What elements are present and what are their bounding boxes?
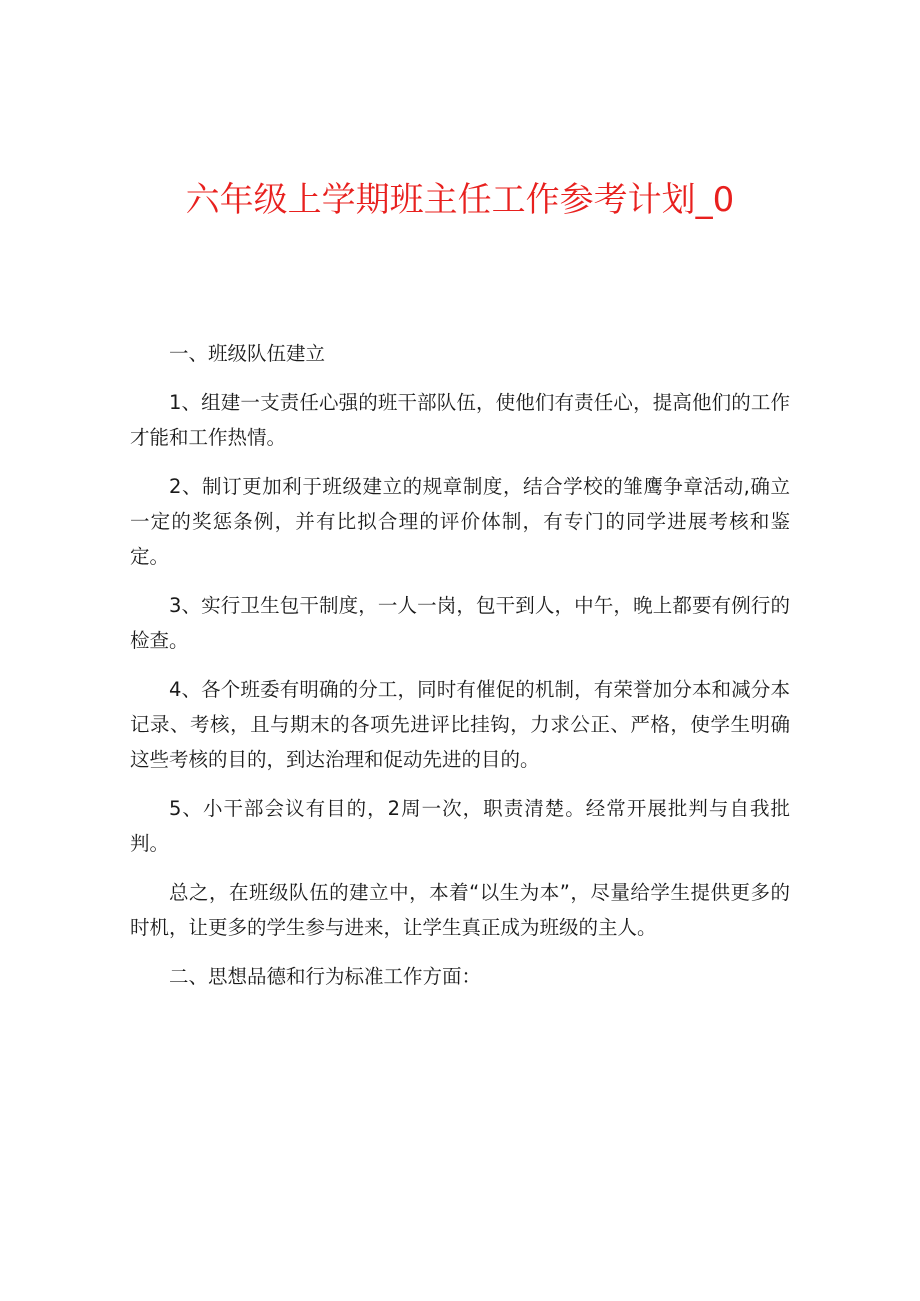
section-heading-1: 一、班级队伍建立 bbox=[169, 342, 326, 365]
paragraph-5: 5、小干部会议有目的，2周一次，职责清楚。经常开展批判与自我批判。 bbox=[130, 797, 790, 855]
document-title: 六年级上学期班主任工作参考计划_0 bbox=[185, 180, 735, 220]
paragraph-summary: 总之，在班级队伍的建立中，本着“以生为本”，尽量给学生提供更多的时机，让更多的学生参与进来，让学生真正成为班级的主人。 bbox=[130, 881, 790, 939]
paragraph-3: 3、实行卫生包干制度，一人一岗，包干到人，中午，晚上都要有例行的检查。 bbox=[130, 594, 790, 652]
section-heading-2: 二、思想品德和行为标准工作方面： bbox=[169, 965, 482, 988]
document-body bbox=[130, 336, 790, 1008]
paragraph-2: 2、制订更加利于班级建立的规章制度，结合学校的雏鹰争章活动,确立一定的奖惩条例，并有比拟合理的评价体制，有专门的同学进展考核和鉴定。 bbox=[130, 475, 790, 568]
paragraph-1: 1、组建一支责任心强的班干部队伍，使他们有责任心，提高他们的工作才能和工作热情。 bbox=[130, 391, 790, 449]
paragraph-4: 4、各个班委有明确的分工，同时有催促的机制，有荣誉加分本和减分本记录、考核，且与期末的各项先进评比挂钩，力求公正、严格，使学生明确这些考核的目的，到达治理和促动先进的目的。 bbox=[130, 678, 790, 771]
